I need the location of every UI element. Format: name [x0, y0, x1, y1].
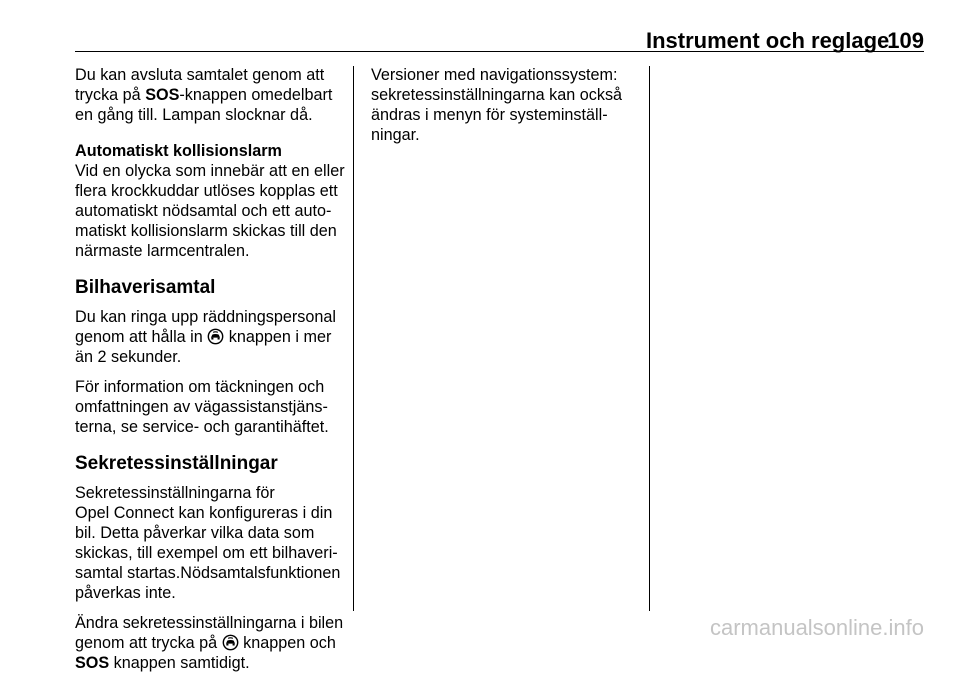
sos-label: SOS	[145, 86, 180, 104]
text-line: terna, se service- och garantihäftet.	[75, 418, 329, 436]
breakdown-paragraph-1	[75, 307, 345, 367]
collision-subheading: Automatiskt kollisionslarm	[75, 142, 282, 160]
intro-paragraph	[75, 65, 345, 125]
text-run: trycka på	[75, 86, 146, 104]
column-divider-right	[649, 66, 650, 611]
text-line: Ändra sekretessinställningarna i bilen	[75, 614, 344, 632]
page-number: 109	[887, 28, 924, 53]
text-run: knappen och	[238, 634, 336, 652]
text-line: För information om täckningen och	[75, 378, 325, 396]
text-run: genom att trycka på	[75, 634, 222, 652]
text-line: ningar.	[371, 126, 420, 144]
text-line: bil. Detta påverkar vilka data som	[75, 524, 315, 542]
header-rule	[75, 51, 924, 52]
text-line: en gång till. Lampan slocknar då.	[75, 106, 313, 124]
text-run: -knappen omedelbart	[179, 86, 333, 104]
text-line: ändras i menyn för systeminställ-	[371, 106, 608, 124]
text-run: knappen samtidigt.	[109, 654, 250, 672]
text-line	[75, 85, 345, 105]
text-line: Vid en olycka som innebär att en eller	[75, 162, 345, 180]
text-line: Sekretessinställningarna för	[75, 484, 275, 502]
text-line: Du kan ringa upp räddningspersonal	[75, 308, 336, 326]
text-line: samtal startas.Nödsamtalsfunktionen	[75, 564, 341, 582]
text-line: sekretessinställningarna kan också	[371, 86, 623, 104]
text-line: närmaste larmcentralen.	[75, 242, 250, 260]
text-line: Versioner med navigationssystem:	[371, 66, 618, 84]
column-2	[371, 65, 641, 155]
privacy-paragraph-1	[75, 483, 345, 603]
breakdown-heading: Bilhaverisamtal	[75, 277, 216, 298]
sos-label: SOS	[75, 654, 110, 672]
text-line: flera krockkuddar utlöses kopplas ett	[75, 182, 338, 200]
column-divider-left	[353, 66, 354, 611]
text-line: omfattningen av vägassistanstjäns-	[75, 398, 328, 416]
text-line: Opel Connect kan konfigureras i din	[75, 504, 333, 522]
text-run: genom att hålla in	[75, 328, 208, 346]
text-line	[75, 633, 345, 653]
text-line: Du kan avsluta samtalet genom att	[75, 66, 325, 84]
privacy-paragraph-2	[75, 613, 345, 673]
collision-section	[75, 141, 345, 261]
watermark: carmanualsonline.info	[709, 615, 924, 640]
breakdown-paragraph-2	[75, 377, 345, 437]
text-line	[75, 653, 345, 673]
privacy-heading: Sekretessinställningar	[75, 453, 278, 474]
page-header-title: Instrument och reglage	[646, 28, 890, 53]
column-1	[75, 65, 345, 683]
text-run: knappen i mer	[224, 328, 332, 346]
text-line: skickas, till exempel om ett bilhaveri-	[75, 544, 338, 562]
text-line: automatiskt nödsamtal och ett auto-	[75, 202, 332, 220]
roadside-assistance-icon	[222, 634, 239, 651]
roadside-assistance-icon	[207, 328, 224, 345]
navigation-paragraph	[371, 65, 641, 145]
text-line: än 2 sekunder.	[75, 348, 182, 366]
text-line	[75, 327, 345, 347]
text-line: matiskt kollisionslarm skickas till den	[75, 222, 337, 240]
text-line: påverkas inte.	[75, 584, 176, 602]
